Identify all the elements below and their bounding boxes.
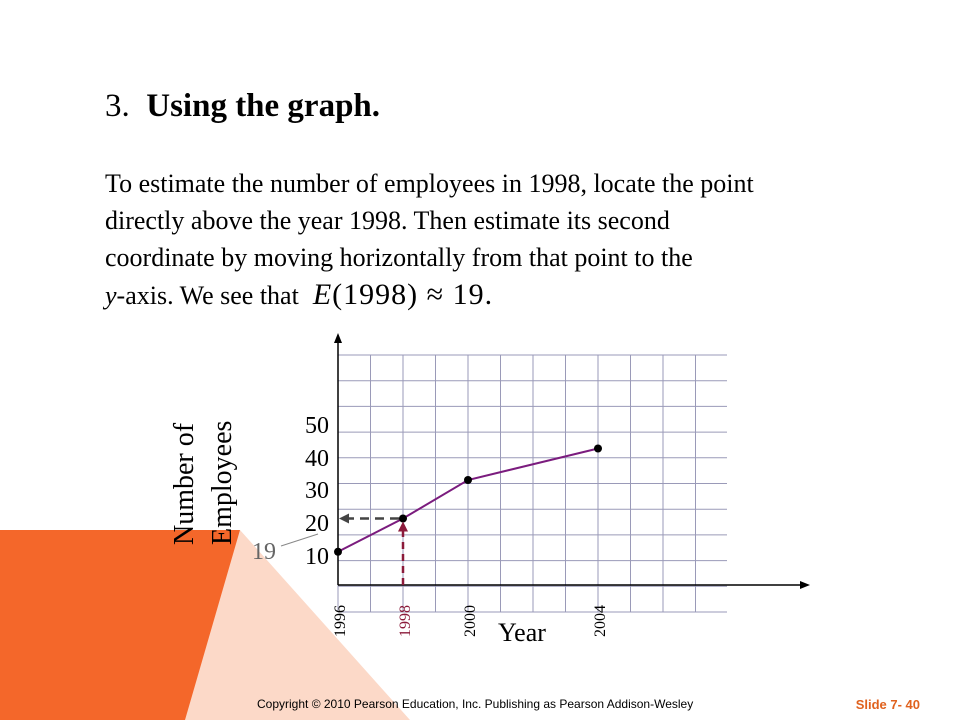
estimate-value-label: 19 <box>252 539 276 565</box>
data-point <box>594 445 602 453</box>
x-tick-label-highlight: 1998 <box>397 605 414 637</box>
y-variable: y <box>105 281 117 310</box>
chart-series <box>281 445 602 586</box>
copyright-footer: Copyright © 2010 Pearson Education, Inc. Publishing as Pearson Addison-Wesley <box>257 697 694 711</box>
x-tick-label: 2004 <box>592 605 609 637</box>
slide-number: Slide 7- 40 <box>855 697 920 712</box>
data-point <box>464 476 472 484</box>
y-tick-label: 50 <box>305 413 329 439</box>
line-4-text: -axis. We see that <box>116 281 299 310</box>
heading-text: Using the graph. <box>146 88 381 124</box>
y-tick-label: 40 <box>305 446 329 472</box>
chart-grid <box>338 355 727 612</box>
x-tick-label: 2000 <box>462 605 479 637</box>
y-tick-label: 20 <box>305 511 329 537</box>
y-tick-label: 30 <box>305 478 329 504</box>
paragraph-line-1: To estimate the number of employees in 1998, locate the point <box>105 169 754 198</box>
y-axis-arrow <box>334 333 342 343</box>
y-axis-title-line-2: Employees <box>207 420 238 545</box>
y-axis-title-line-1: Number of <box>169 422 200 545</box>
x-axis-arrow <box>800 581 810 589</box>
x-axis-title: Year <box>498 618 546 647</box>
equation-function: E <box>312 278 333 311</box>
chart-axes <box>334 333 810 589</box>
data-point <box>399 515 407 523</box>
x-tick-label: 1996 <box>332 605 349 637</box>
paragraph-line-2: directly above the year 1998. Then estimate its second <box>105 206 670 235</box>
data-point <box>334 548 342 556</box>
heading-number: 3. <box>105 88 130 124</box>
y-tick-label: 10 <box>305 544 329 570</box>
paragraph-line-3: coordinate by moving horizontally from that point to the <box>105 243 693 272</box>
vertical-guide-arrowhead <box>398 522 408 532</box>
equation-body: (1998) ≈ 19. <box>332 278 494 311</box>
horizontal-guide-arrowhead <box>339 514 349 524</box>
